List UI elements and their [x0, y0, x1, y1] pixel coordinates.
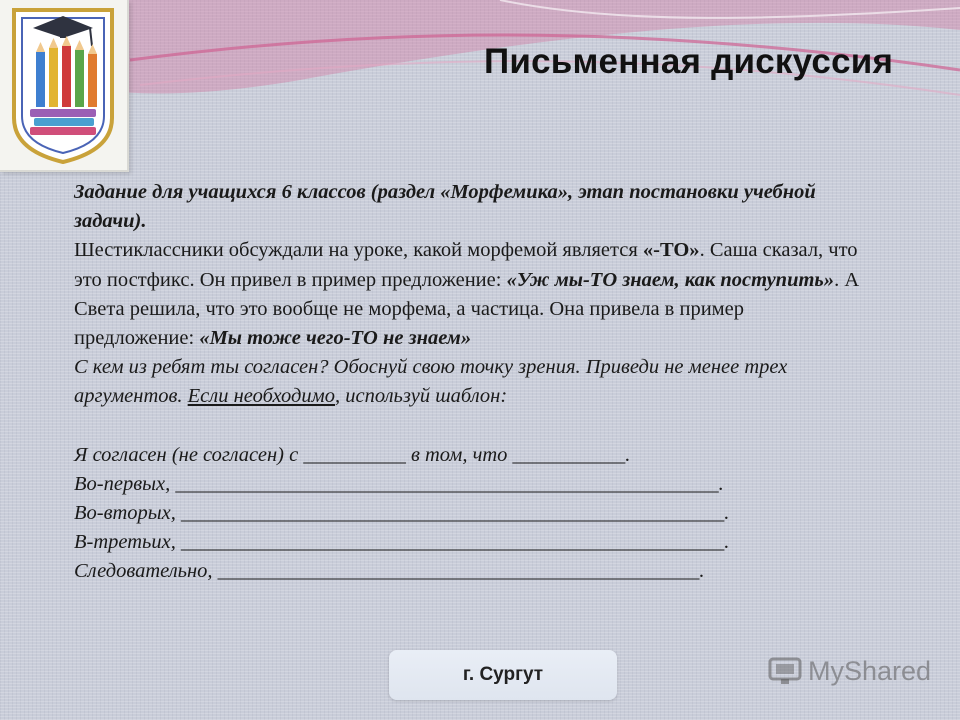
question-part-1: С кем из ребят ты согласен? Обоснуй свою точку зрения. Приведи не менее трех аргументов.	[74, 356, 788, 408]
question-underlined: Если необходимо	[187, 385, 335, 408]
task-content	[74, 178, 864, 587]
template-line: Во-первых, _____________________________________________________.	[74, 472, 724, 495]
description-text-2: . Саша сказал, что это постфикс. Он привел в пример предложение:	[74, 239, 858, 291]
to-particle: «-ТО»	[642, 239, 700, 262]
example-sentence-2: «Мы тоже чего-ТО не знаем»	[199, 327, 472, 350]
city-label: г. Сургут	[389, 650, 617, 700]
template-line: Я согласен (не согласен) с __________ в том, что ___________.	[74, 443, 631, 466]
template-line: В-третьих, _____________________________________________________.	[74, 531, 730, 554]
school-pencils-emblem-icon	[8, 6, 118, 164]
myshared-watermark	[768, 656, 931, 687]
description-text-3: . А Света решила, что это вообще не морфема, а частица. Она привела в пример предложение:	[74, 268, 860, 350]
task-heading: Задание для учащихся 6 классов (раздел «Морфемика», этап постановки учебной задачи).	[74, 181, 816, 233]
example-sentence-1: «Уж мы-ТО знаем, как поступить»	[506, 268, 835, 291]
school-logo	[0, 0, 129, 172]
task-description	[74, 236, 864, 353]
myshared-logo-icon	[768, 657, 802, 687]
question-part-2: , используй шаблон:	[335, 385, 508, 408]
header-swoosh-decoration	[0, 0, 960, 170]
watermark-text: MyShared	[808, 656, 932, 686]
slide-title: Письменная дискуссия	[484, 42, 894, 81]
template-line: Следовательно, _______________________________________________.	[74, 560, 705, 583]
answer-template	[74, 441, 864, 587]
template-line: Во-вторых, _____________________________________________________.	[74, 502, 730, 525]
question-text	[74, 353, 864, 411]
description-text-1: Шестиклассники обсуждали на уроке, какой морфемой является	[74, 239, 643, 262]
